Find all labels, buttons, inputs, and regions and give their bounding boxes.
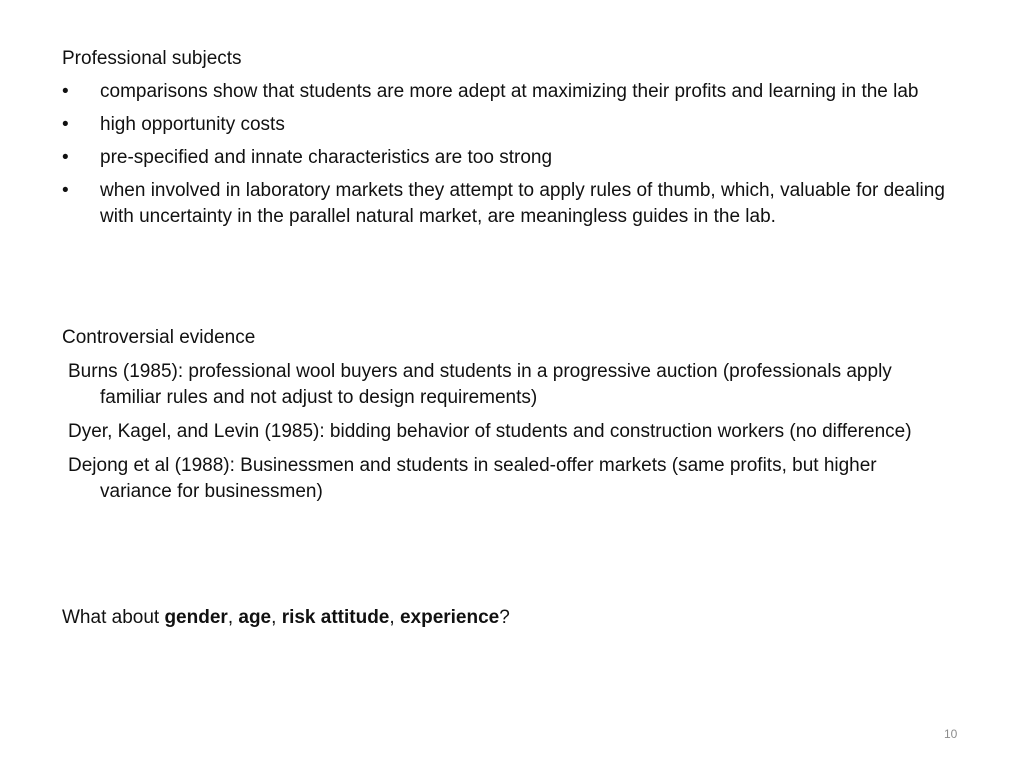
section-heading-controversial-evidence: Controversial evidence [62,327,256,348]
question-term-experience: experience [399,607,500,628]
page-number: 10 [944,727,958,741]
bullet-text: high opportunity costs [100,114,285,135]
closing-question [62,605,510,631]
bullet-item [62,79,952,105]
bullet-marker: • [62,114,69,135]
bullet-item [62,112,952,138]
bullet-text: comparisons show that students are more adept at maximizing their profits and learning in the lab [100,81,919,102]
reference-item-dyer-kagel-levin: Dyer, Kagel, and Levin (1985): bidding behavior of students and construction workers (no difference) [68,421,912,442]
reference-item-burns: Burns (1985): professional wool buyers and students in a progressive auction (professionals apply familiar rules and not adjust to design requirements) [68,361,892,408]
reference-item-dejong: Dejong et al (1988): Businessmen and students in sealed-offer markets (same profits, but higher variance for businessmen) [68,455,877,502]
evidence-reference-list [68,359,948,513]
professional-subjects-bullet-list [62,79,952,237]
question-separator: , [271,607,282,628]
question-suffix: ? [499,607,510,628]
question-term-age: age [238,607,272,628]
question-prefix: What about [62,607,165,628]
question-separator: , [227,607,239,628]
question-separator: , [389,607,400,628]
bullet-marker: • [62,147,69,168]
bullet-text: when involved in laboratory markets they attempt to apply rules of thumb, which, valuable for dealing with uncertainty in the parallel natural market, are meaningless guides in the lab. [100,180,945,227]
bullet-marker: • [62,180,69,201]
section-heading-professional-subjects: Professional subjects [62,48,242,69]
bullet-marker: • [62,81,69,102]
question-term-gender: gender [164,607,228,628]
bullet-item [62,145,952,171]
bullet-text: pre-specified and innate characteristics are too strong [100,147,553,168]
bullet-item [62,178,952,230]
question-term-risk-attitude: risk attitude [281,607,390,628]
